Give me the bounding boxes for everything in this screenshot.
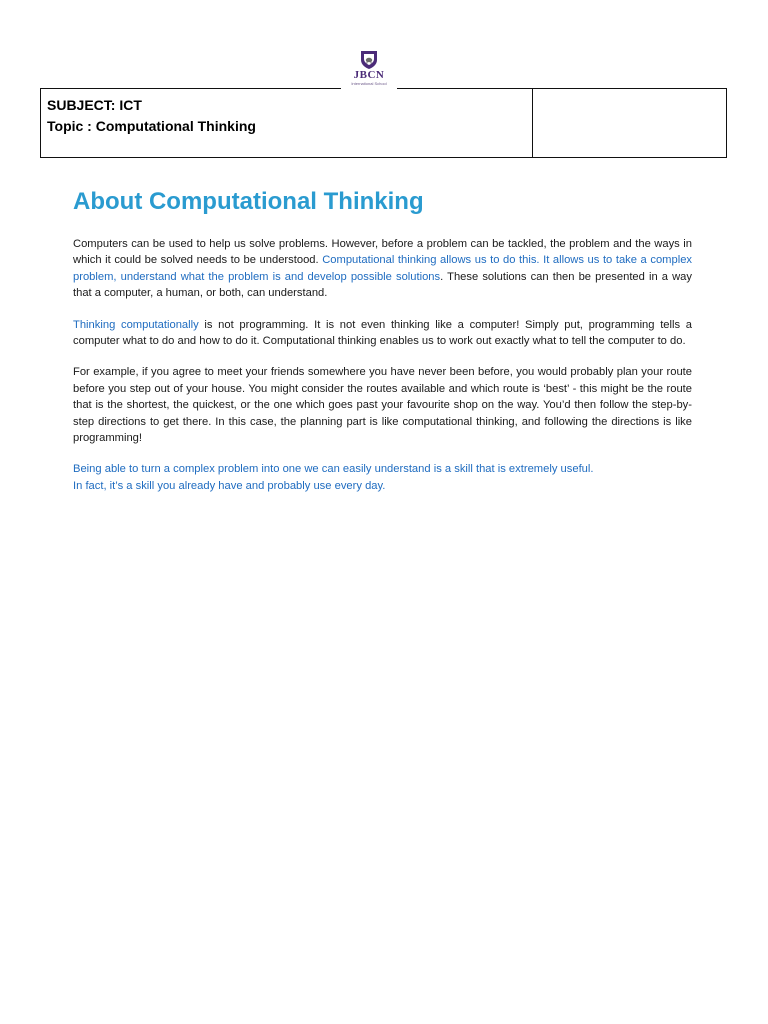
school-logo [341,48,397,98]
header-subject-cell [41,89,533,157]
paragraph-4 [73,461,692,494]
page-title: About Computational Thinking [73,188,424,215]
topic-label: Topic : Computational Thinking [47,118,256,134]
paragraph-2-text: is not programming. It is not even thinking like a computer! Simply put, programming tells a computer what to do and how to do it. Computational thinking enables us to work out exactly what to tell the computer to do. [73,318,692,348]
paragraph-1 [73,236,692,302]
paragraph-1-highlight: Computational thinking allows us to do this. It allows us to take a complex problem, understand what the problem is and develop possible solutions [73,254,693,283]
header-table [40,88,727,158]
paragraph-1-text-end: . These solutions can then be presented in a way that a computer, a human, or both, can understand. [73,270,692,300]
paragraph-2-highlight: Thinking computationally [73,318,199,331]
paragraph-3: For example, if you agree to meet your friends somewhere you have never been before, you would probably plan your route before you step out of your house. You might consider the routes available and which route is ‘best’ - this might be the route that is the shortest, the quickest, or the one which goes past your favourite shop on the way. You’d then follow the step-by-step directions to get there. In this case, the planning part is like computational thinking, and following the directions is like programming! [73,366,692,445]
subject-label: SUBJECT: ICT [47,97,142,113]
logo-name: JBCN [353,69,385,81]
paragraph-2 [73,317,692,350]
header-empty-cell [533,89,726,157]
shield-icon [360,50,378,70]
paragraph-4-line-2: In fact, it’s a skill you already have and probably use every day. [73,479,386,492]
article-body [73,236,692,509]
paragraph-4-line-1: Being able to turn a complex problem into one we can easily understand is a skill that is extremely useful. [73,463,594,476]
paragraph-1-text: Computers can be used to help us solve problems. However, before a problem can be tackled, the problem and the ways in which it could be solved needs to be understood. [73,238,692,267]
logo-tagline: International School [351,81,387,86]
